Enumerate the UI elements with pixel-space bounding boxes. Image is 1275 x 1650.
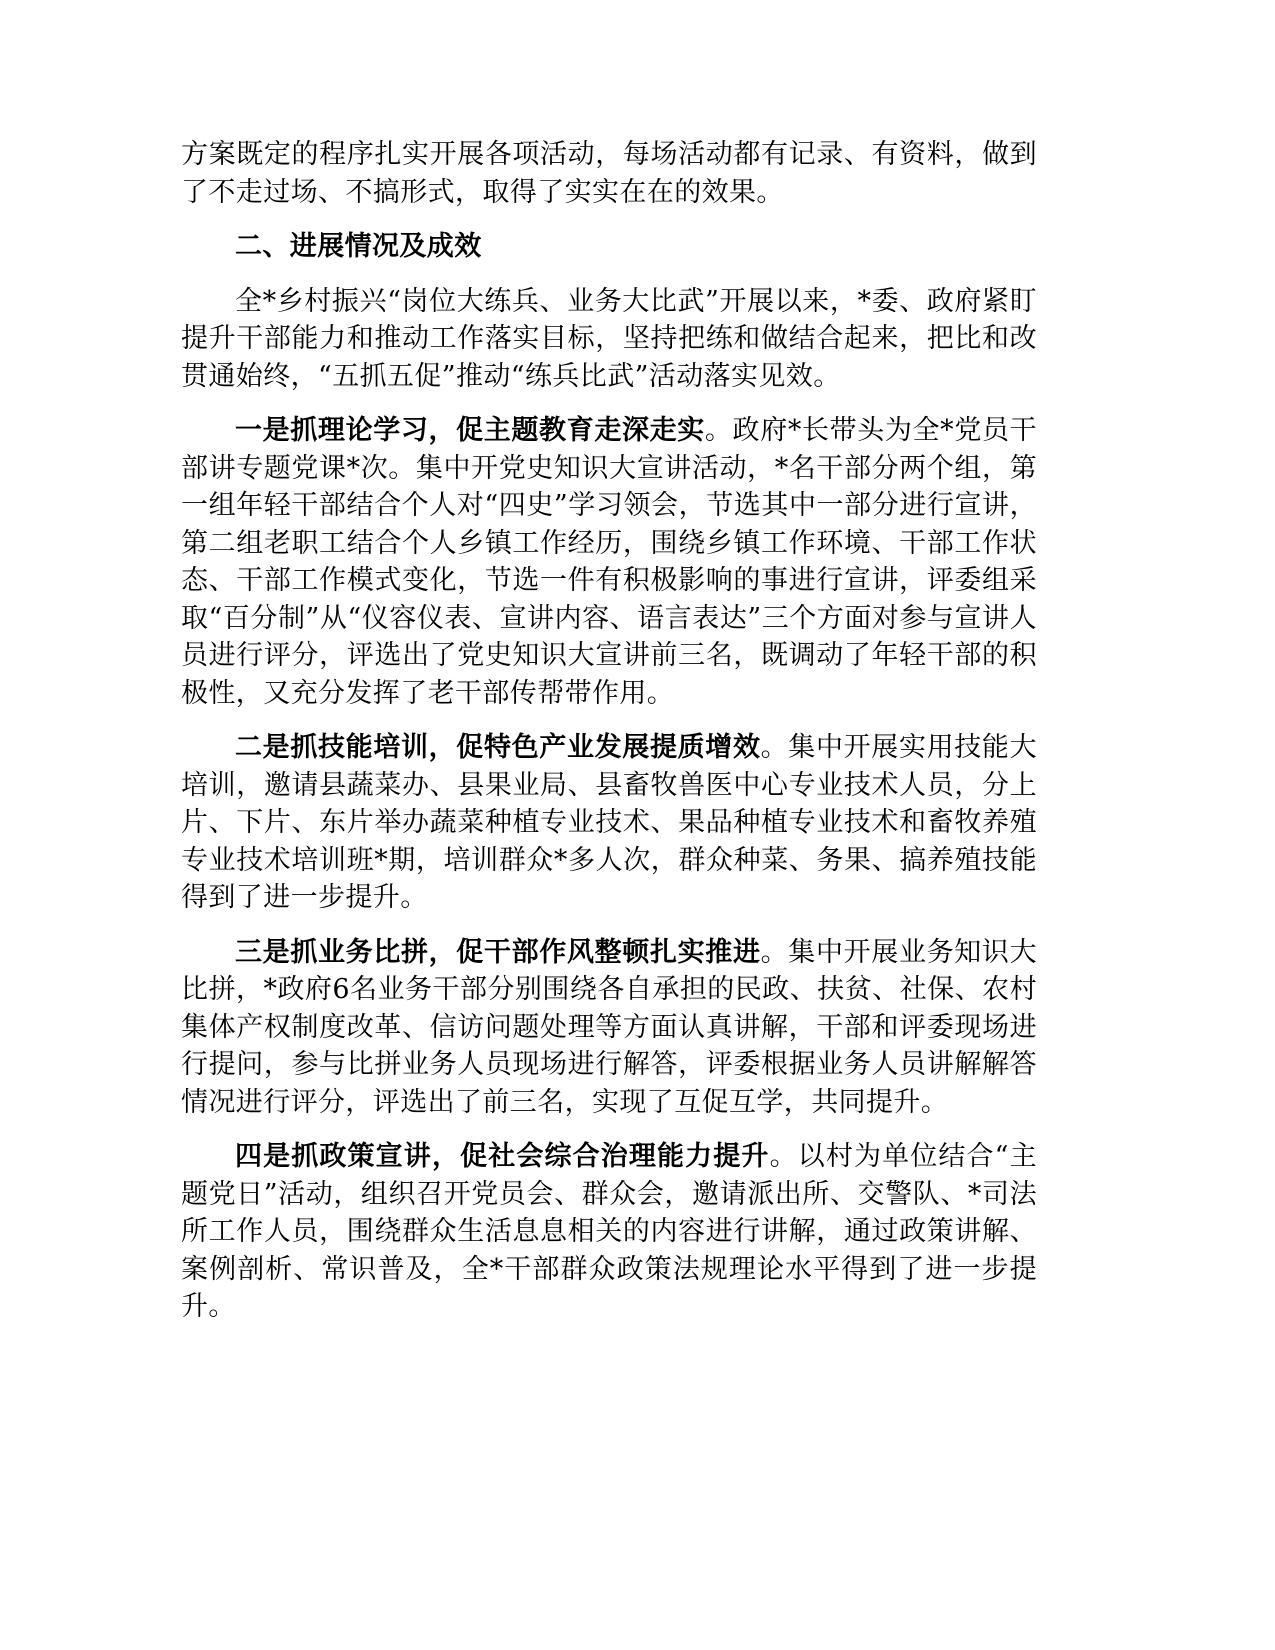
document-page [181, 136, 1037, 1326]
item-paragraph [181, 1138, 1037, 1326]
paragraph-gap [181, 1121, 1037, 1138]
item-lead: 一是抓理论学习，促主题教育走深走实 [235, 415, 705, 446]
paragraph-gap [181, 712, 1037, 729]
item-body: 。集中开展实用技能大培训，邀请县蔬菜办、县果业局、县畜牧兽医中心专业技术人员，分上片、下片、东片举办蔬菜种植专业技术、果品种植专业技术和畜牧养殖专业技术培训班*期，培训群众*多人次，群众种菜、务果、搞养殖技能得到了进一步提升。 [181, 732, 1038, 913]
item-body: 。集中开展业务知识大比拼，*政府6名业务干部分别围绕各自承担的民政、扶贫、社保、农村集体产权制度改革、信访问题处理等方面认真讲解，干部和评委现场进行提问，参与比拼业务人员现场进行解答，评委根据业务人员讲解解答情况进行评分，评选出了前三名，实现了互促互学，共同提升。 [181, 936, 1038, 1118]
section-heading: 二、进展情况及成效 [235, 231, 482, 262]
item-paragraph [181, 729, 1037, 917]
paragraph-gap [181, 917, 1037, 934]
overview-paragraph: 全*乡村振兴“岗位大练兵、业务大比武”开展以来，*委、政府紧盯提升干部能力和推动工作落实目标，坚持把练和做结合起来，把比和改贯通始终，“五抓五促”推动“练兵比武”活动落实见效。 [181, 285, 1037, 392]
item-paragraph [181, 934, 1037, 1122]
intro-continuation-paragraph: 方案既定的程序扎实开展各项活动，每场活动都有记录、有资料，做到了不走过场、不搞形式，取得了实实在在的效果。 [181, 139, 1037, 208]
paragraph-gap [181, 266, 1037, 283]
item-lead: 二是抓技能培训，促特色产业发展提质增效 [235, 732, 761, 763]
item-body: 。政府*长带头为全*党员干部讲专题党课*次。集中开党史知识大宣讲活动，*名干部分两个组，第一组年轻干部结合个人对“四史”学习领会，节选其中一部分进行宣讲，第二组老职工结合个人乡镇工作经历，围绕乡镇工作环境、干部工作状态、干部工作模式变化，节选一件有积极影响的事进行宣讲，评委组采取“百分制”从“仪容仪表、宣讲内容、语言表达”三个方面对参与宣讲人员进行评分，评选出了党史知识大宣讲前三名，既调动了年轻干部的积极性，又充分发挥了老干部传帮带作用。 [181, 415, 1037, 709]
item-lead: 三是抓业务比拼，促干部作风整顿扎实推进 [235, 936, 761, 968]
item-body: 。以村为单位结合“主题党日”活动，组织召开党员会、群众会，邀请派出所、交警队、*司法所工作人员，围绕群众生活息息相关的内容进行讲解，通过政策讲解、案例剖析、常识普及，全*干部群众政策法规理论水平得到了进一步提升。 [181, 1141, 1037, 1322]
item-lead: 四是抓政策宣讲，促社会综合治理能力提升 [235, 1141, 770, 1172]
item-paragraph [181, 412, 1037, 712]
paragraph-gap [181, 395, 1037, 412]
paragraph-gap [181, 211, 1037, 228]
